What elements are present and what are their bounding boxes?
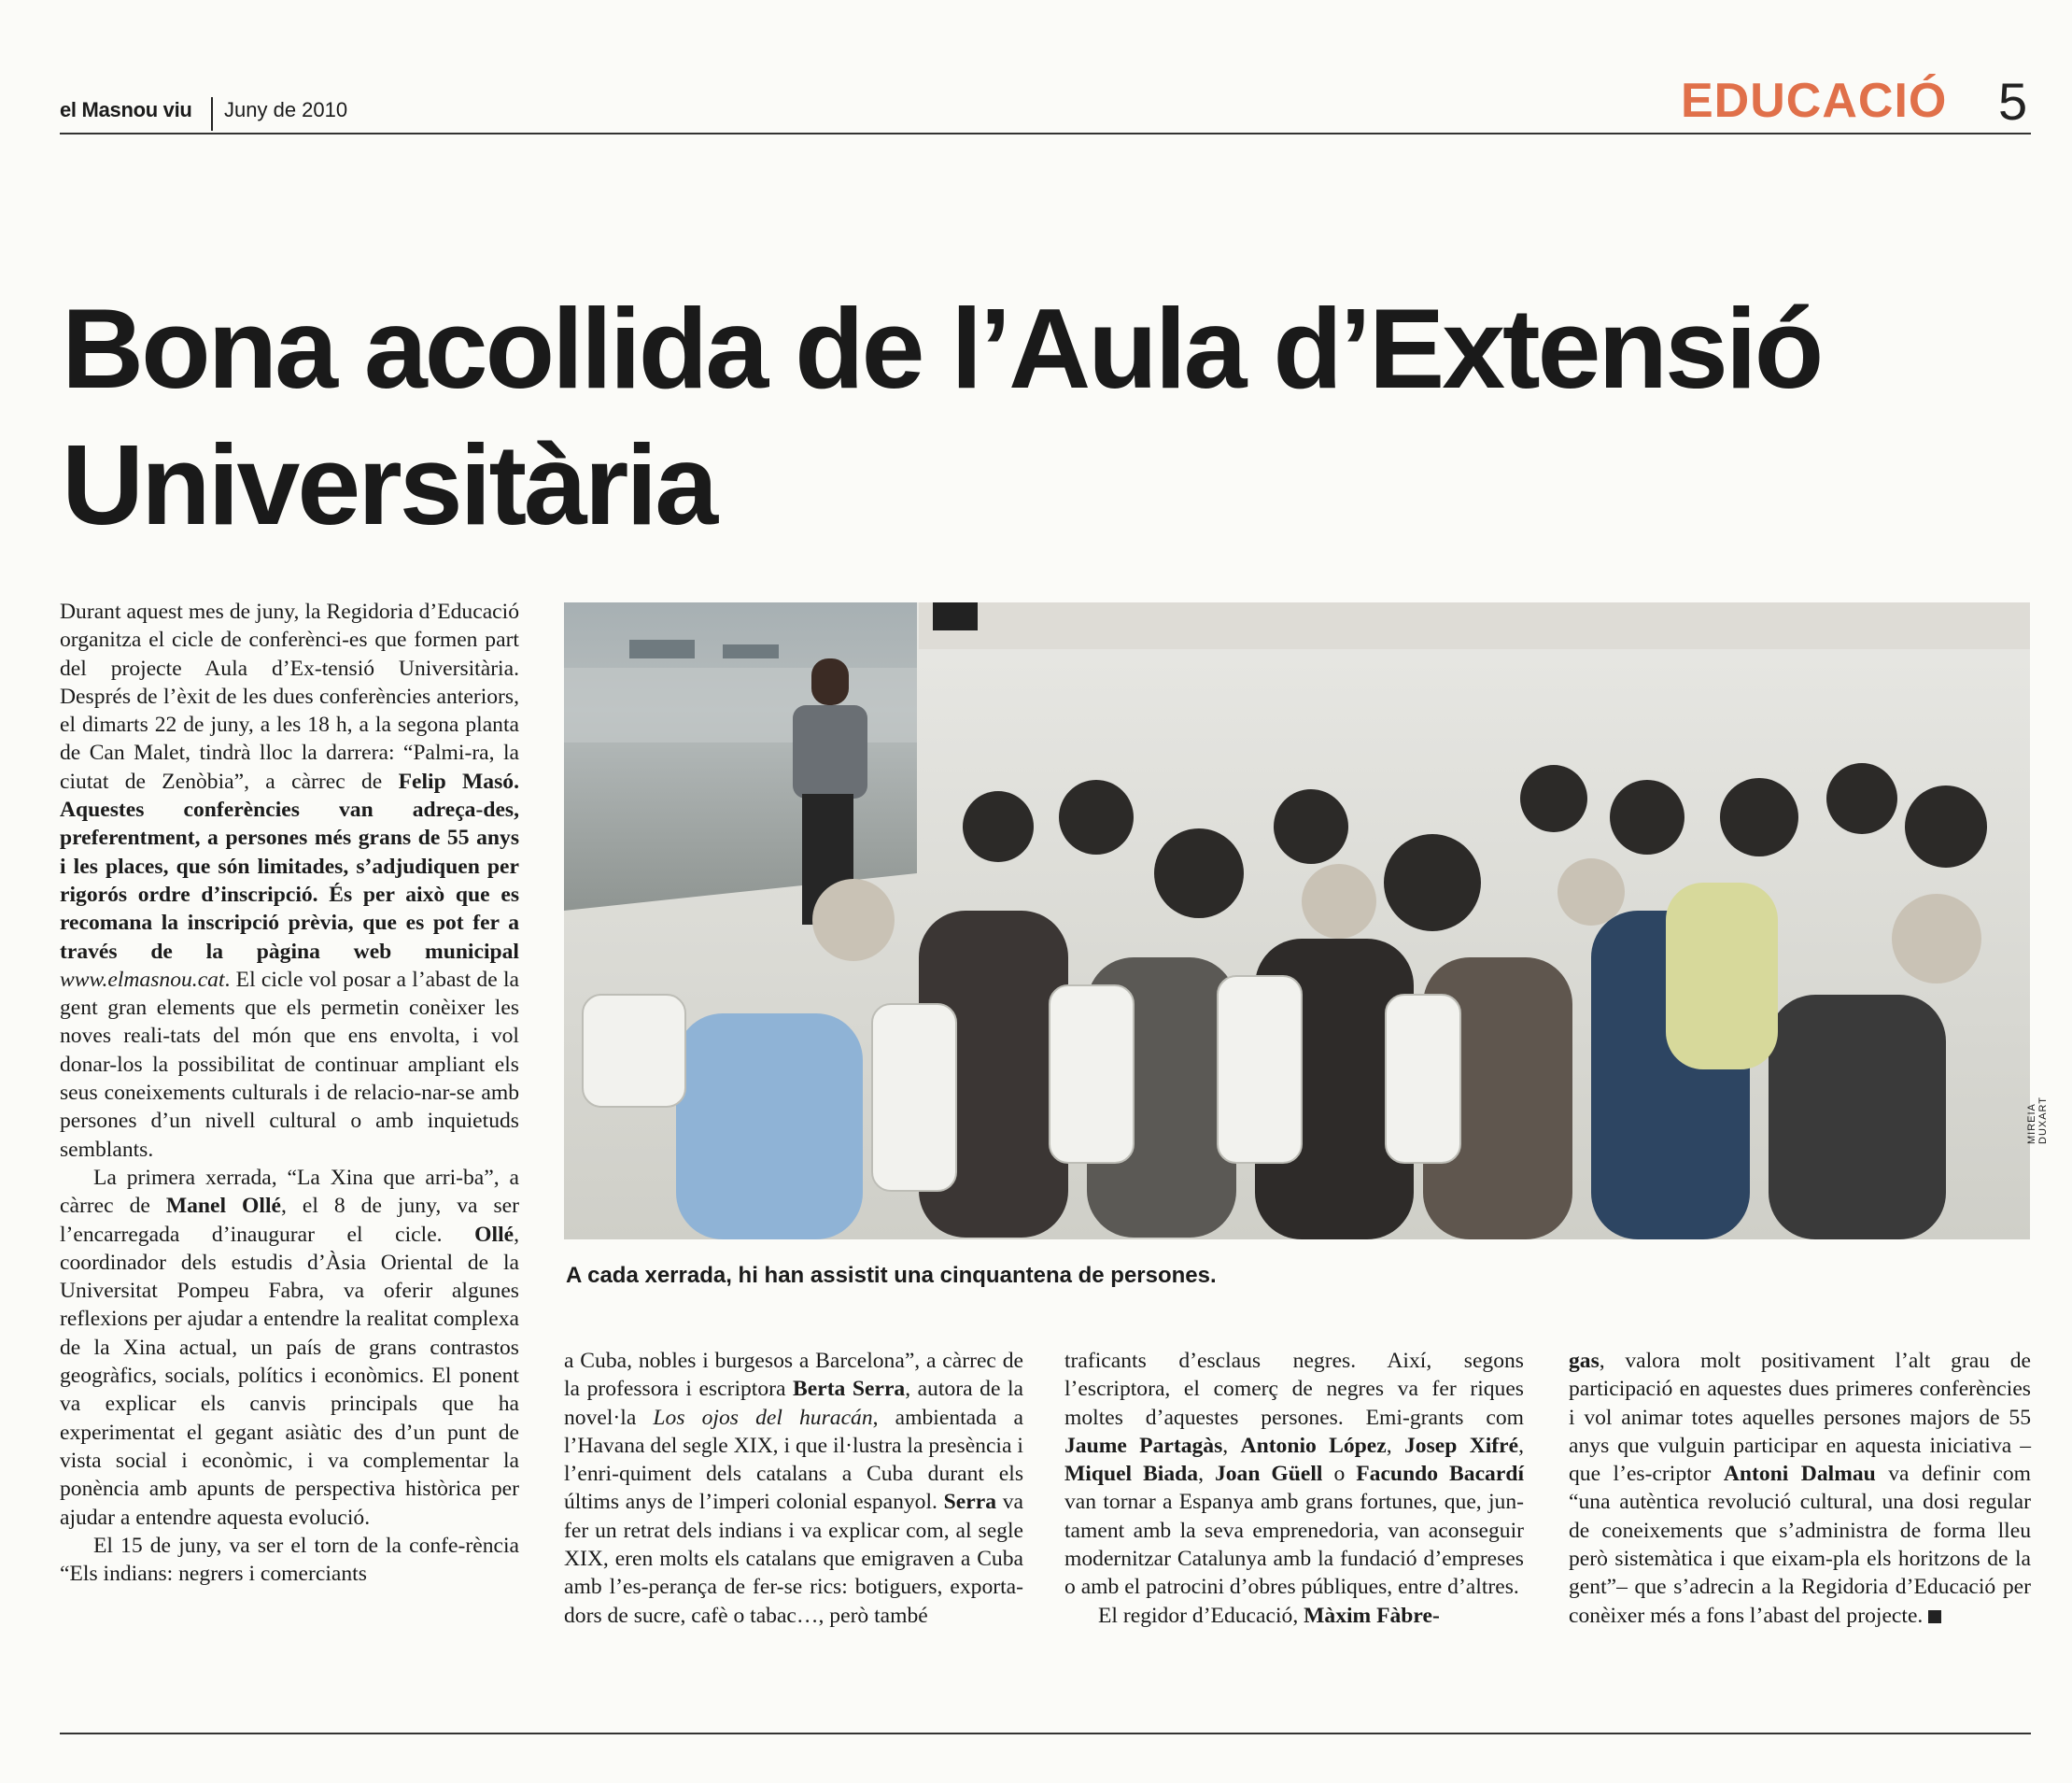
person-name: Manel Ollé <box>165 1194 281 1219</box>
article-column-3 <box>1064 1347 1524 1630</box>
paragraph: Durant aquest mes de juny, la Regidoria d’Educació organitza el cicle de conferènci-es que formen part del projecte Aula d’Ex-tensió Universitària. Després de l’èxit de les dues conferències anteriors, el dimarts 22 de juny, a les 18 h, a la segona planta de Can Malet, tindrà lloc la darrera: “Palmi-ra, la ciutat de Zenòbia”, a càrrec de Felip Masó. Aquestes conferències van adreça-des, preferentment, a persones més grans de 55 anys i les places, que són limitades, s’adjudiquen per rigorós ordre d’inscripció. És per això que es recomana la inscripció prèvia, que es pot fer a través de la pàgina web municipal www.elmasnou.cat. El cicle vol posar a l’abast de la gent gran elements que els permetin conèixer les noves reali-tats del món que ens envolta, i vol donar-los la possibilitat de continuar ampliant els seus coneixements culturals i de relacio-nar-se amb persones d’un nivell cultural o amb inquietuds semblants. <box>60 600 519 1162</box>
person-name: Facundo Bacardí <box>1356 1462 1524 1487</box>
paragraph: El regidor d’Educació, Màxim Fàbre- <box>1098 1603 1440 1628</box>
article-column-1 <box>60 598 519 1588</box>
headline: Bona acollida de l’Aula d’Extensió Universitària <box>62 285 1822 548</box>
paragraph: traficants d’esclaus negres. Així, segons l’escriptora, el comerç de negres va fer riques moltes d’aquestes persones. Emi-grants com Jaume Partagàs, Antonio López, Josep Xifré, Miquel Biada, Joan Güell o Facundo Bacardí van tornar a Espanya amb grans fortunes, que, jun-tament amb la seva emprenedoria, van aconseguir modernitzar Catalunya amb la fundació d’empreses o amb el patrocini d’obres públiques, entre d’altres. <box>1064 1349 1525 1600</box>
paragraph: La primera xerrada, “La Xina que arri-ba”, a càrrec de Manel Ollé, el 8 de juny, va ser l’encarregada d’inaugurar el cicle. Ollé, coordinador dels estudis d’Àsia Oriental de la Universitat Pompeu Fabra, va oferir algunes reflexions per ajudar a entendre la realitat complexa de la Xina actual, un país de grans contrastos geogràfics, socials, polítics i econòmics. El ponent va explicar els canvis principals que ha experimentat el gegant asiàtic des d’un punt de vista social i econòmic, i va complementar la ponència amb apunts de perspectiva històrica per ajudar a entendre aquesta evolució. <box>60 1165 519 1530</box>
page-number: 5 <box>1998 72 2028 131</box>
person-name: Serra <box>943 1490 996 1515</box>
web-link[interactable]: www.elmasnou.cat <box>60 967 225 992</box>
person-name: Antonio López <box>1240 1433 1387 1458</box>
book-title: Los ojos del huracán <box>653 1405 873 1430</box>
footer-rule <box>60 1733 2031 1734</box>
person-name: Josep Xifré <box>1404 1433 1519 1458</box>
person-name: Antoni Dalmau <box>1723 1462 1876 1487</box>
paragraph: El 15 de juny, va ser el torn de la confe-rència “Els indians: negrers i comerciants <box>60 1533 519 1587</box>
person-name: Ollé <box>474 1222 514 1247</box>
person-name: Felip Masó <box>398 769 514 794</box>
end-of-article-icon <box>1928 1610 1941 1623</box>
article-column-2 <box>564 1347 1023 1630</box>
issue-date: Juny de 2010 <box>224 98 348 121</box>
person-name: Berta Serra <box>793 1377 906 1402</box>
person-name: Jaume Partagàs <box>1064 1433 1223 1458</box>
paragraph: gas, valora molt positivament l’alt grau de participació en aquestes dues primeres conferències i vol animar totes aquelles persones majors de 55 anys que vulguin participar en aquesta iniciativa –que l’es-criptor Antoni Dalmau va definir com “una autèntica revolució cultural, una dosi regular de coneixements que s’administra de forma lleu però sistemàtica i que eixam-pla els horitzons de la gent”– que s’adrecin a la Regidoria d’Educació per conèixer més a fons l’abast del projecte. <box>1569 1349 2031 1628</box>
header-separator <box>211 97 213 131</box>
photo-caption: A cada xerrada, hi han assistit una cinquantena de persones. <box>566 1263 1217 1288</box>
section-title: EDUCACIÓ <box>1681 74 1948 128</box>
paragraph: a Cuba, nobles i burgesos a Barcelona”, a càrrec de la professora i escriptora Berta Serra, autora de la novel·la Los ojos del huracán, ambientada a l’Havana del segle XIX, i que il·lustra la presència i l’enri-quiment dels catalans a Cuba durant els últims anys de l’imperi colonial espanyol. Serra va fer un retrat dels indians i va explicar com, al segle XIX, eren molts els catalans que emigraven a Cuba amb l’es-perança de fer-se rics: botiguers, exporta-dors de sucre, cafè o tabac…, però també <box>564 1349 1023 1628</box>
photo-credit: MIREIA DUXART <box>2026 1096 2049 1144</box>
person-name: Miquel Biada <box>1064 1462 1199 1487</box>
event-photo <box>564 602 2030 1239</box>
article-column-4 <box>1569 1347 2031 1630</box>
person-name: gas <box>1569 1349 1600 1373</box>
person-name: Joan Güell <box>1214 1462 1323 1487</box>
person-name: Màxim Fàbre- <box>1304 1603 1440 1628</box>
header-rule <box>60 133 2031 134</box>
publication-name: el Masnou viu <box>60 98 192 121</box>
